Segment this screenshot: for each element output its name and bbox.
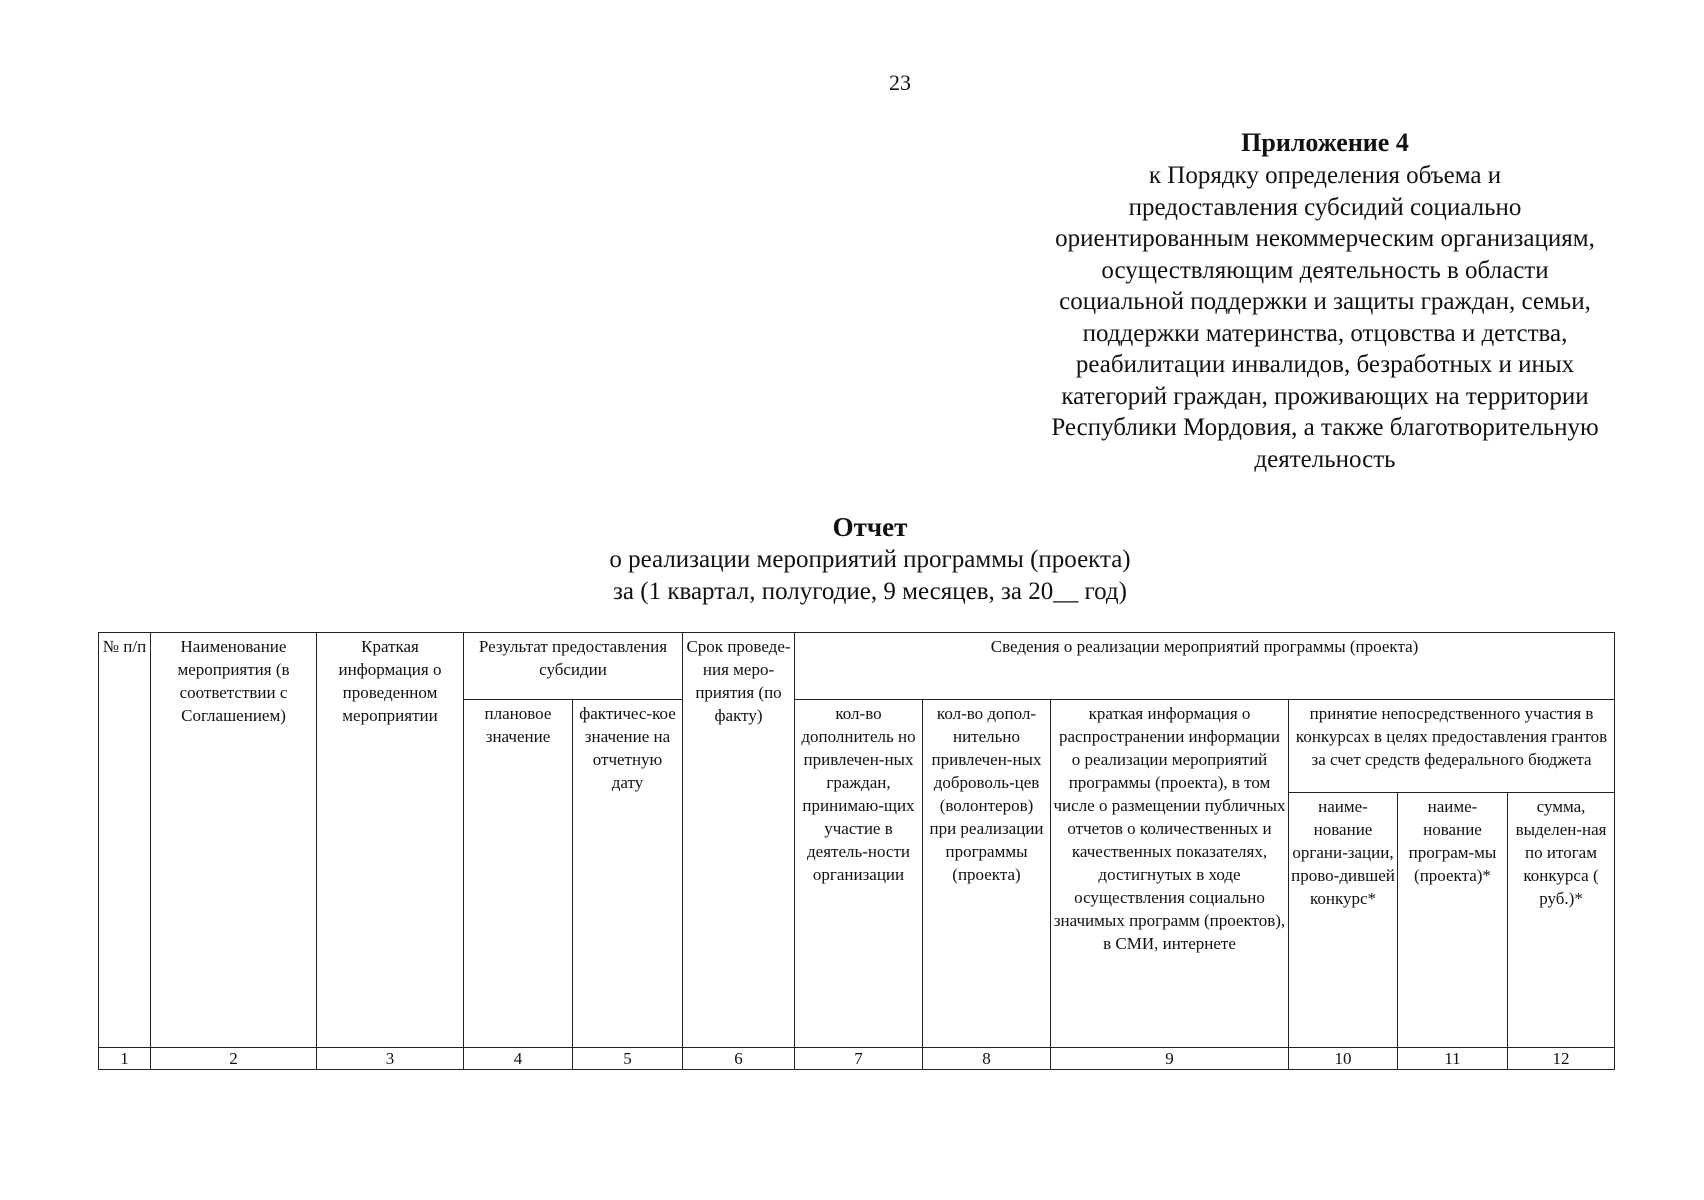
column-number: 11 xyxy=(1398,1048,1508,1070)
appendix-line: реабилитации инвалидов, безработных и иных xyxy=(1075,351,1575,378)
header-grant-participation: принятие непосредственного участия в конкурсах в целях предоставления грантов за счет средств федерального бюджета xyxy=(1289,700,1615,793)
header-dissemination-info: краткая информация о распространении информации о реализации мероприятий программы (проекта), в том числе о размещении публичных отчетов о количественных и качественных показателях, достигнутых в ходе осуществления социально значимых программ (проектов), в СМИ, интернете xyxy=(1051,700,1289,1048)
appendix-line: ориентированным некоммерческим организациям, xyxy=(1055,225,1595,252)
report-period: за (1 квартал, полугодие, 9 месяцев, за 20__ год) xyxy=(613,578,1127,605)
appendix-line: предоставления субсидий социально xyxy=(1128,193,1522,221)
header-num: № п/п xyxy=(99,633,151,1048)
appendix-title: Приложение 4 xyxy=(1241,128,1409,157)
column-number: 9 xyxy=(1051,1048,1289,1070)
header-actual-value: фактичес-кое значение на отчетную дату xyxy=(573,700,683,1048)
appendix-line: деятельность xyxy=(1254,445,1396,473)
header-additional-volunteers: кол-во допол-нительно привлечен-ных доброволь-цев (волонтеров) при реализации программы (проекта) xyxy=(923,700,1051,1048)
column-number: 3 xyxy=(317,1048,464,1070)
report-table xyxy=(98,632,1615,1070)
header-amount: сумма, выделен-ная по итогам конкурса ( руб.)* xyxy=(1508,793,1615,1048)
column-number: 7 xyxy=(795,1048,923,1070)
column-number: 6 xyxy=(683,1048,795,1070)
appendix-line: поддержки материнства, отцовства и детства, xyxy=(1082,319,1568,347)
appendix-line: категорий граждан, проживающих на территории xyxy=(1061,382,1589,410)
header-planned-value: плановое значение xyxy=(464,700,573,1048)
appendix-block xyxy=(1010,126,1640,475)
header-organizer-name: наиме-нование органи-зации, прово-дившей конкурс* xyxy=(1289,793,1398,1048)
header-program-name: наиме-нование програм-мы (проекта)* xyxy=(1398,793,1508,1048)
report-title: Отчет xyxy=(832,512,908,542)
appendix-line: осуществляющим деятельность в области xyxy=(1101,256,1549,284)
implementation-info-label: Сведения о реализации мероприятий программы (проекта) xyxy=(990,637,1419,656)
column-number: 8 xyxy=(923,1048,1051,1070)
header-additional-citizens: кол-во дополнитель но привлечен-ных граждан, принимаю-щих участие в деятель-ности организации xyxy=(795,700,923,1048)
header-implementation-info xyxy=(795,633,1615,700)
column-number: 10 xyxy=(1289,1048,1398,1070)
header-row-1 xyxy=(99,633,1615,700)
report-heading xyxy=(470,510,1270,608)
appendix-line: к Порядку определения объема и xyxy=(1148,162,1502,189)
column-number: 4 xyxy=(464,1048,573,1070)
header-event-period: Срок проведе-ния меро-приятия (по факту) xyxy=(683,633,795,1048)
column-number: 2 xyxy=(151,1048,317,1070)
header-brief-info: Краткая информация о проведенном мероприятии xyxy=(317,633,464,1048)
report-subtitle: о реализации мероприятий программы (проекта) xyxy=(609,546,1131,573)
appendix-line: Республики Мордовия, а также благотворительную xyxy=(1051,414,1599,441)
header-event-name: Наименование мероприятия (в соответствии с Соглашением) xyxy=(151,633,317,1048)
column-number: 1 xyxy=(99,1048,151,1070)
page-number: 23 xyxy=(889,70,911,95)
header-subsidy-result: Результат предоставления субсидии xyxy=(464,633,683,700)
column-numbers-row xyxy=(99,1048,1615,1070)
column-number: 12 xyxy=(1508,1048,1615,1070)
appendix-line: социальной поддержки и защиты граждан, семьи, xyxy=(1059,288,1591,315)
column-number: 5 xyxy=(573,1048,683,1070)
